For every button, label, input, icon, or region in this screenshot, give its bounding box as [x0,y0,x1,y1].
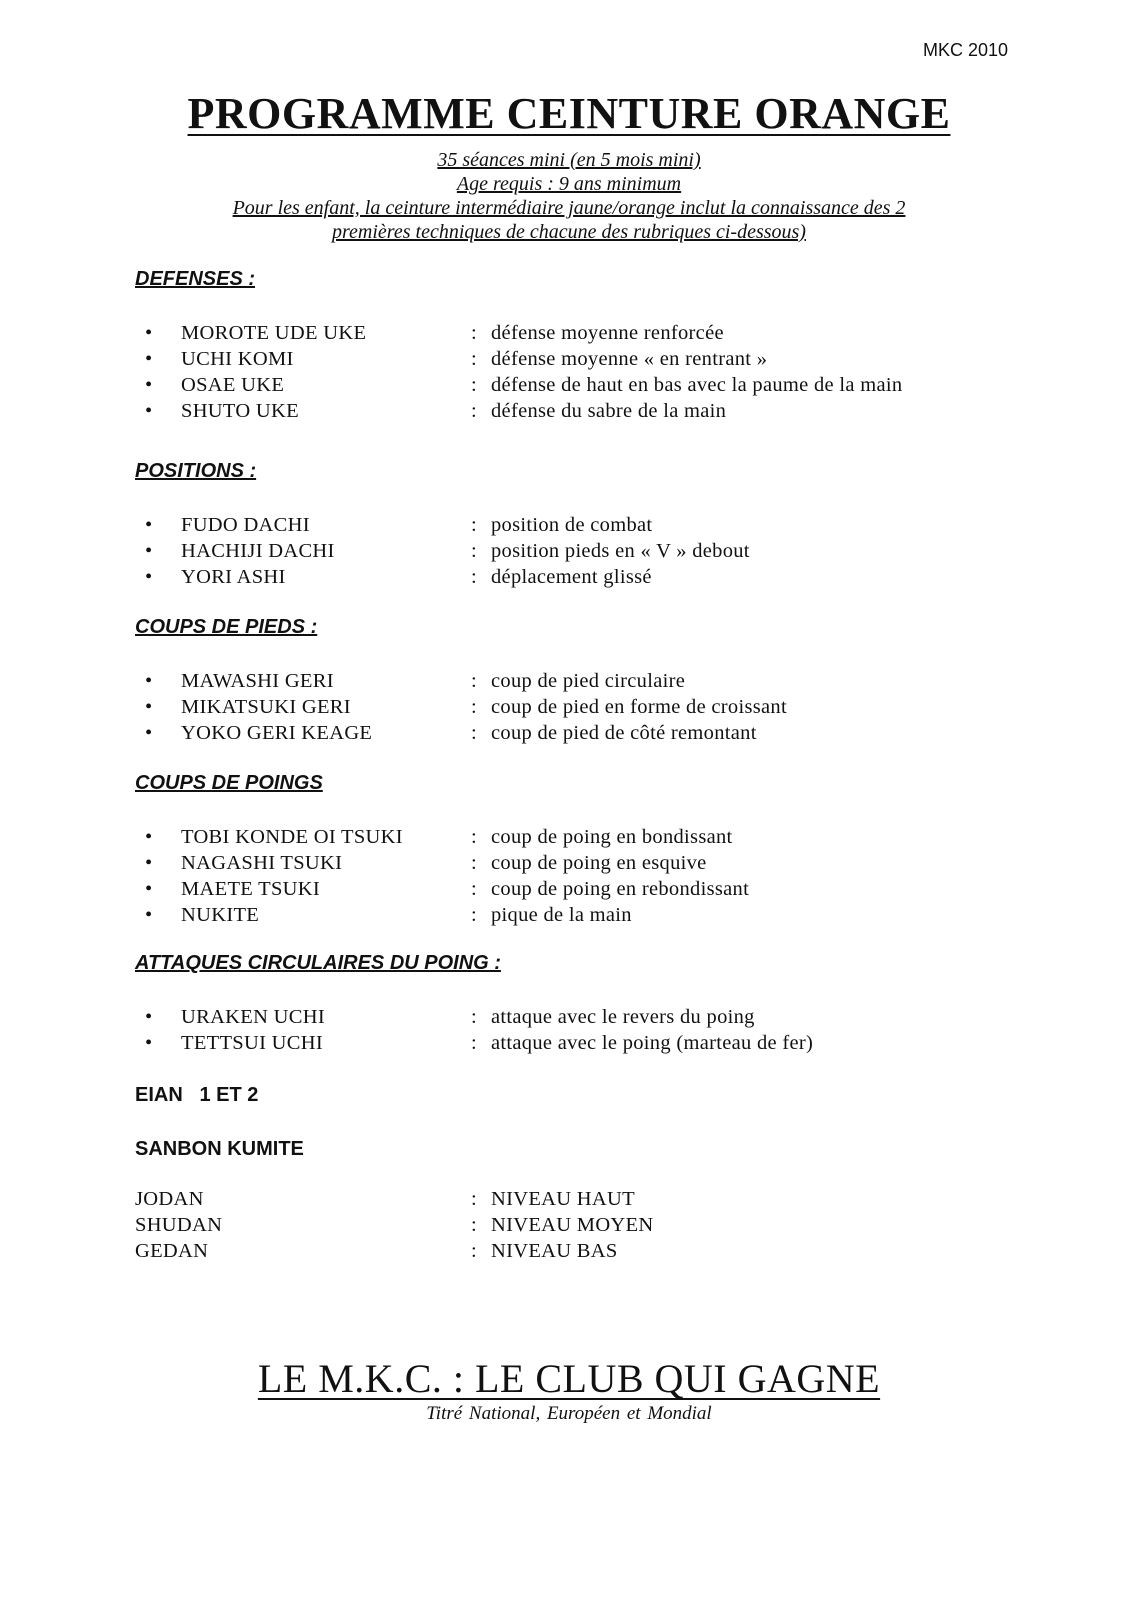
list-item [145,824,1045,850]
item-description: coup de pied de côté remontant [491,722,757,744]
separator: : [471,540,477,562]
item-term: UCHI KOMI [181,348,294,370]
separator: : [471,514,477,536]
item-term: SHUDAN [135,1214,223,1236]
separator: : [471,670,477,692]
list-defenses [145,320,1045,424]
list-item [145,538,1045,564]
item-description: attaque avec le poing (marteau de fer) [491,1032,814,1054]
separator: : [471,1032,477,1054]
item-term: TETTSUI UCHI [181,1032,323,1054]
bullet: • [145,696,153,718]
list-item [145,850,1045,876]
item-description: défense du sabre de la main [491,400,727,422]
section-heading-attaques-circulaires: ATTAQUES CIRCULAIRES DU POING : [135,952,501,974]
item-term: FUDO DACHI [181,514,310,536]
page-title: PROGRAMME CEINTURE ORANGE [187,89,951,138]
list-attaques-circulaires [145,1004,1045,1056]
bullet: • [145,374,153,396]
bullet: • [145,722,153,744]
list-item [135,1238,1035,1264]
list-item [145,1030,1045,1056]
item-description: pique de la main [491,904,632,926]
subtitle-line: Pour les enfant, la ceinture intermédiaire jaune/orange inclut la connaissance des 2 [232,197,906,219]
item-description: déplacement glissé [491,566,652,588]
item-term: HACHIJI DACHI [181,540,335,562]
item-term: NAGASHI TSUKI [181,852,343,874]
list-item [145,372,1045,398]
list-item [145,668,1045,694]
separator: : [471,348,477,370]
item-description: défense de haut en bas avec la paume de la main [491,374,903,396]
bullet: • [145,904,153,926]
separator: : [471,322,477,344]
bullet: • [145,322,153,344]
item-term: MAETE TSUKI [181,878,321,900]
separator: : [471,566,477,588]
item-term: SHUTO UKE [181,400,299,422]
item-term: YORI ASHI [181,566,286,588]
list-item [145,512,1045,538]
bullet: • [145,540,153,562]
bullet: • [145,566,153,588]
bullet: • [145,852,153,874]
item-description: position de combat [491,514,653,536]
footer-slogan [0,1355,1138,1402]
item-term: TOBI KONDE OI TSUKI [181,826,403,848]
bullet: • [145,878,153,900]
list-coups-de-poings [145,824,1045,928]
section-heading-coups-de-poings: COUPS DE POINGS [135,772,323,794]
item-term: URAKEN UCHI [181,1006,325,1028]
list-item [145,1004,1045,1030]
item-term: MIKATSUKI GERI [181,696,351,718]
list-item [145,398,1045,424]
list-item [145,320,1045,346]
item-description: NIVEAU MOYEN [491,1214,654,1236]
list-coups-de-pieds [145,668,1045,746]
footer-subtitle: Titré National, Européen et Mondial [426,1403,712,1424]
list-item [145,876,1045,902]
item-term: GEDAN [135,1240,209,1262]
bullet: • [145,826,153,848]
list-item [145,694,1045,720]
section-heading-defenses: DEFENSES : [135,268,256,290]
bullet: • [145,400,153,422]
item-description: défense moyenne renforcée [491,322,724,344]
document-code: MKC 2010 [922,40,1008,60]
separator: : [471,722,477,744]
bullet: • [145,348,153,370]
separator: : [471,1240,477,1262]
item-description: défense moyenne « en rentrant » [491,348,768,370]
item-description: NIVEAU HAUT [491,1188,635,1210]
item-description: position pieds en « V » debout [491,540,750,562]
bullet: • [145,1006,153,1028]
item-description: NIVEAU BAS [491,1240,618,1262]
item-description: coup de poing en esquive [491,852,707,874]
item-term: YOKO GERI KEAGE [181,722,373,744]
section-heading-positions: POSITIONS : [135,460,257,482]
separator: : [471,826,477,848]
item-term: OSAE UKE [181,374,285,396]
item-description: coup de poing en rebondissant [491,878,750,900]
separator: : [471,696,477,718]
list-item [145,564,1045,590]
separator: : [471,1188,477,1210]
list-positions [145,512,1045,590]
section-heading-coups-de-pieds: COUPS DE PIEDS : [135,616,318,638]
item-term: MAWASHI GERI [181,670,334,692]
separator: : [471,852,477,874]
list-item [145,902,1045,928]
item-description: coup de pied en forme de croissant [491,696,787,718]
bullet: • [145,670,153,692]
list-item [135,1186,1035,1212]
section-heading-eian: EIAN 1 ET 2 [135,1084,259,1106]
item-term: NUKITE [181,904,260,926]
list-item [145,346,1045,372]
subtitle-line: Age requis : 9 ans minimum [456,173,682,195]
separator: : [471,374,477,396]
bullet: • [145,514,153,536]
item-term: JODAN [135,1188,204,1210]
separator: : [471,878,477,900]
item-term: MOROTE UDE UKE [181,322,367,344]
subtitle-block [0,148,1138,244]
section-heading-sanbon-kumite: SANBON KUMITE [135,1138,304,1160]
item-description: coup de pied circulaire [491,670,686,692]
item-description: attaque avec le revers du poing [491,1006,755,1028]
separator: : [471,1214,477,1236]
separator: : [471,1006,477,1028]
subtitle-line: premières techniques de chacune des rubriques ci-dessous) [332,221,806,243]
bullet: • [145,1032,153,1054]
footer-slogan-text: LE M.K.C. : LE CLUB QUI GAGNE [257,1356,881,1401]
item-description: coup de poing en bondissant [491,826,733,848]
separator: : [471,400,477,422]
subtitle-line: 35 séances mini (en 5 mois mini) [437,149,701,171]
separator: : [471,904,477,926]
list-sanbon-kumite [135,1186,1035,1264]
list-item [135,1212,1035,1238]
list-item [145,720,1045,746]
